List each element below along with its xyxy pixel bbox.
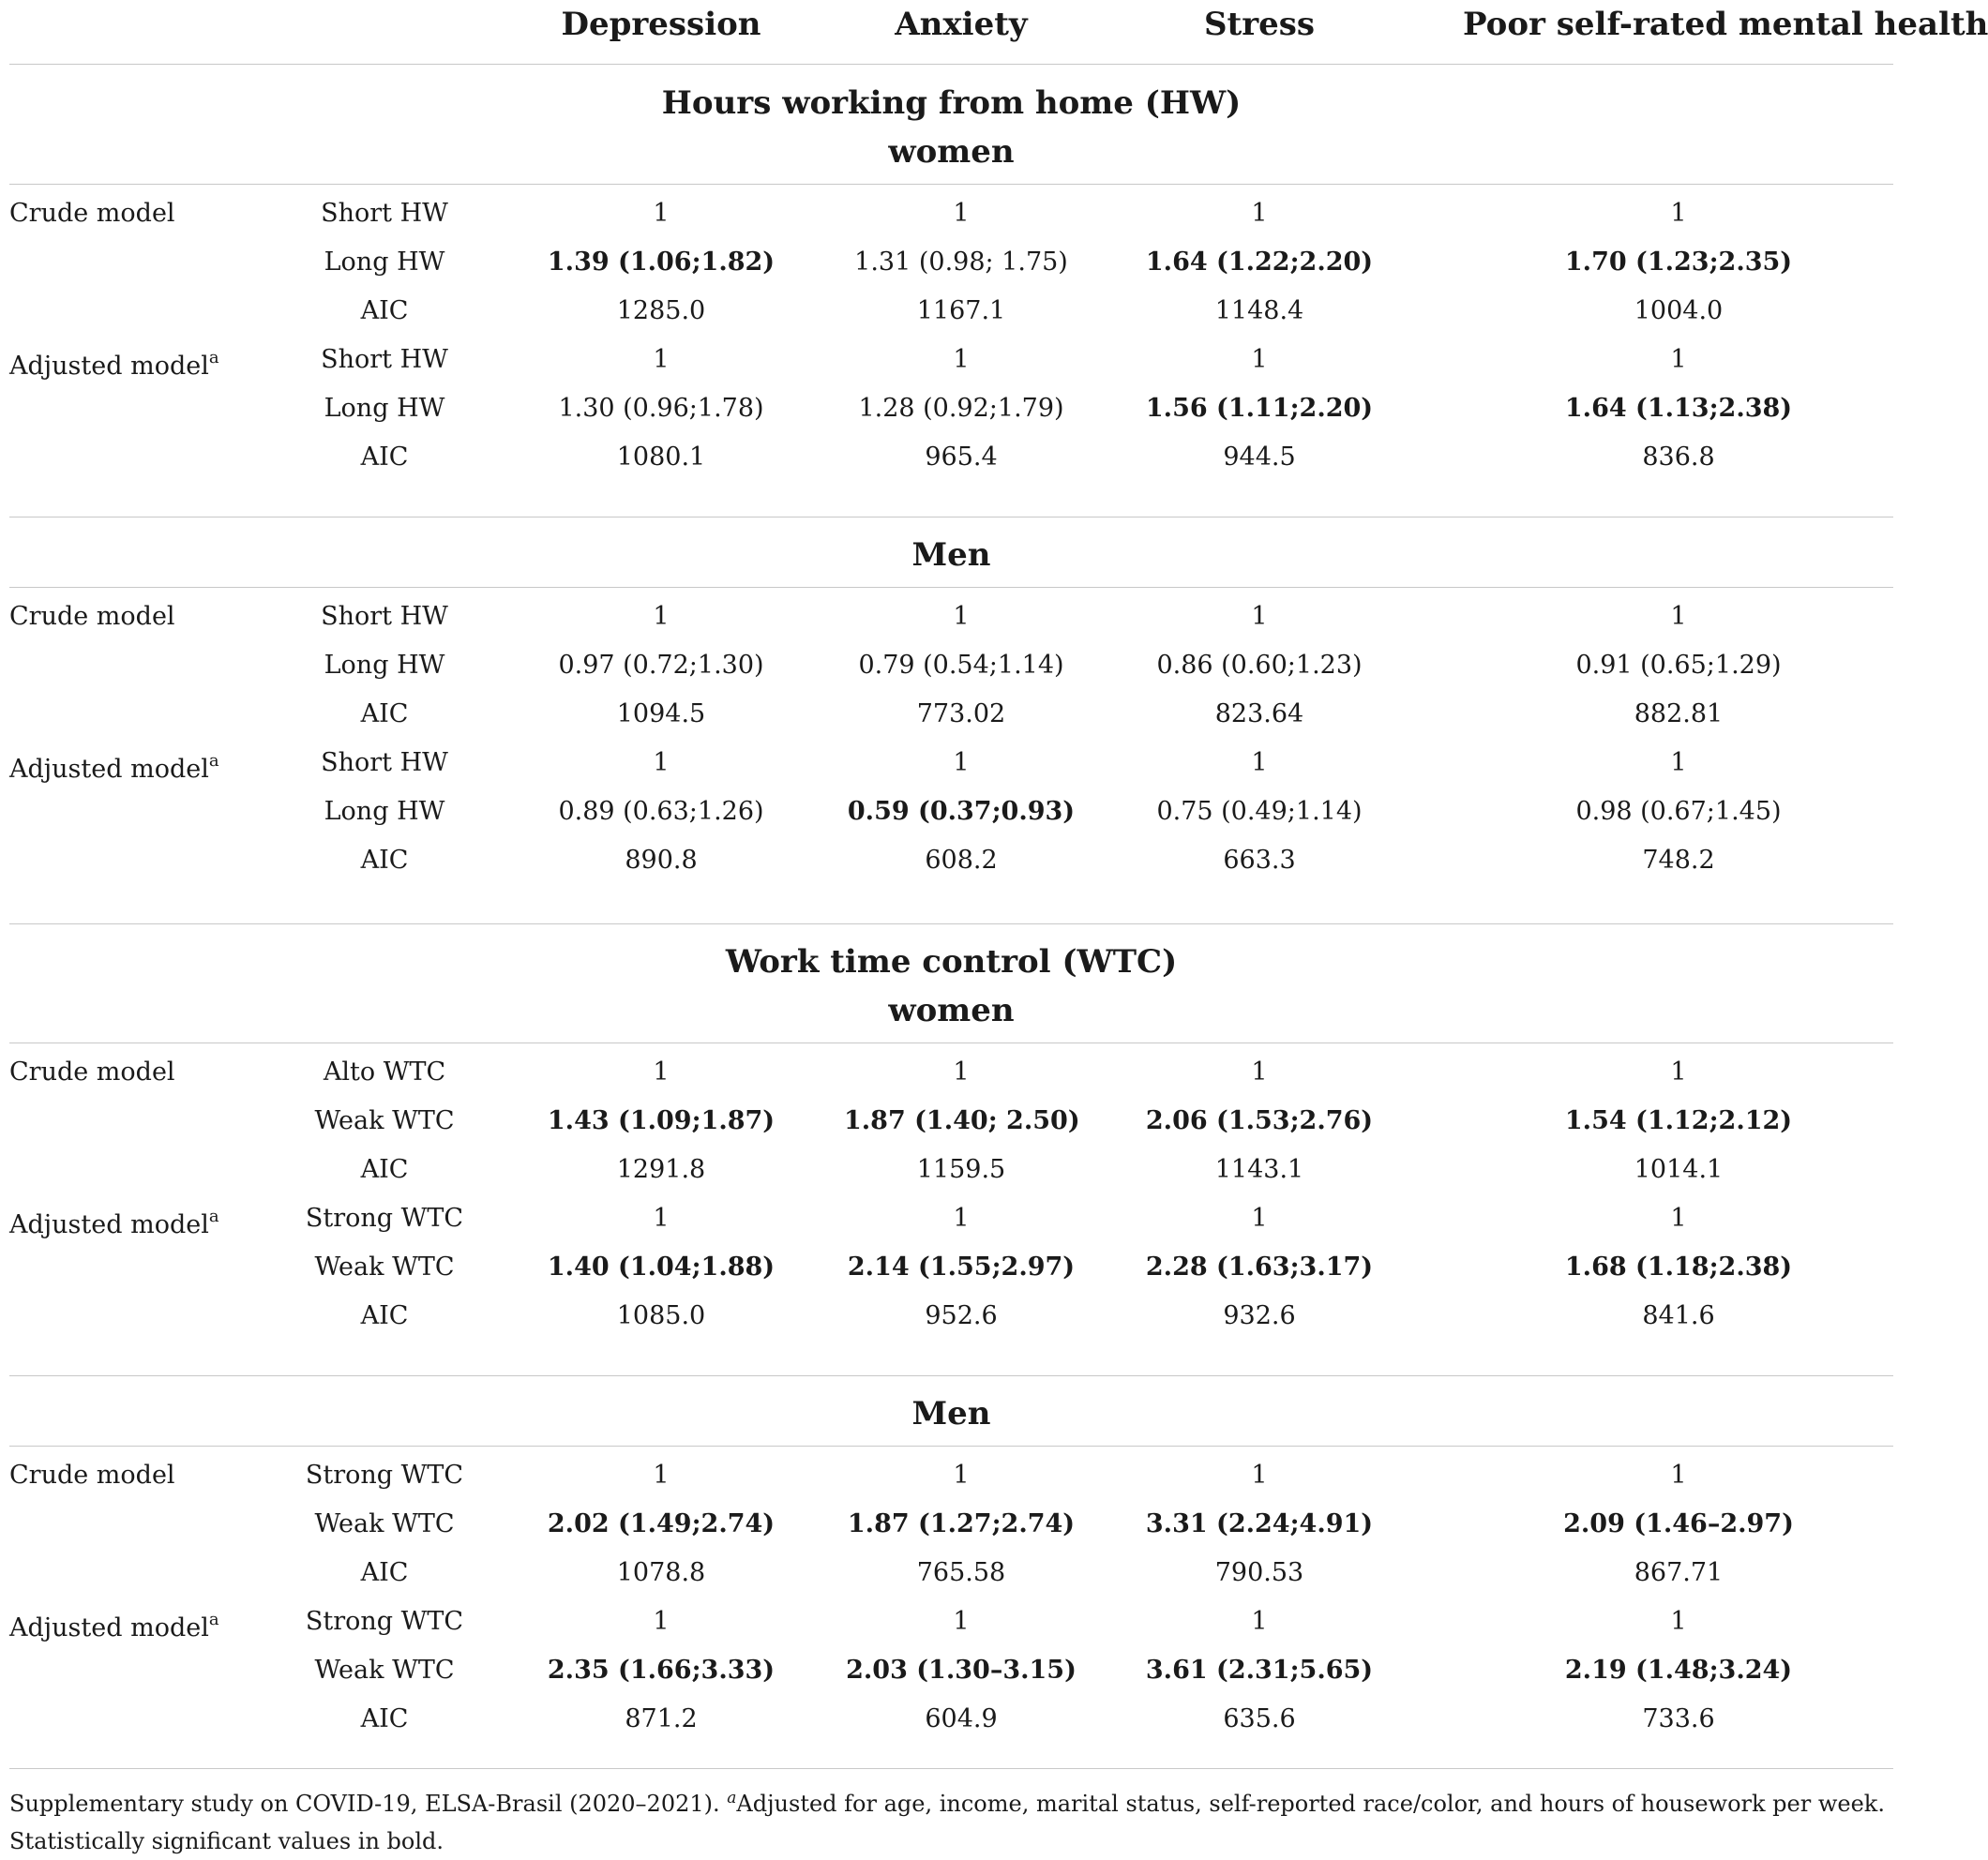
cell-anxiety: 1.31 (0.98; 1.75) <box>854 248 1068 277</box>
footnote-marker: a <box>208 348 219 368</box>
cell-poor-self-rated-mental-health: 1 <box>1670 199 1687 228</box>
model-label: Adjusted model$^a$ <box>9 751 219 784</box>
cell-depression: 1 <box>653 345 670 374</box>
cell-anxiety: 1159.5 <box>916 1155 1006 1184</box>
cell-anxiety: 1 <box>953 1204 970 1233</box>
cell-anxiety: 604.9 <box>925 1704 998 1733</box>
cell-depression: 1094.5 <box>616 699 706 728</box>
section-rule <box>9 517 1893 518</box>
table-row <box>0 238 1903 287</box>
cell-depression: 1 <box>653 1058 670 1087</box>
cell-depression: 1285.0 <box>616 296 706 325</box>
section-title: Men <box>911 536 991 574</box>
footnote-line-1: Supplementary study on COVID-19, ELSA-Brasil (2020–2021). $^a$Adjusted for age, income, marital status, self-reported race/color, and hours of housework per week. <box>9 1789 1885 1817</box>
section-rule <box>9 1375 1893 1376</box>
column-header-stress: Stress <box>1203 6 1316 43</box>
level-label: Weak WTC <box>314 1106 455 1135</box>
section-subtitle: women <box>888 992 1015 1029</box>
cell-stress: 944.5 <box>1223 442 1296 472</box>
cell-depression: 2.02 (1.49;2.74) <box>547 1509 776 1538</box>
cell-depression: 0.97 (0.72;1.30) <box>558 651 764 680</box>
cell-poor-self-rated-mental-health: 1 <box>1670 1058 1687 1087</box>
level-label: Short HW <box>321 602 448 631</box>
cell-depression: 1 <box>653 199 670 228</box>
table-row <box>0 1598 1903 1646</box>
model-label: Adjusted model$^a$ <box>9 348 219 381</box>
cell-depression: 890.8 <box>625 846 698 875</box>
cell-poor-self-rated-mental-health: 882.81 <box>1634 699 1724 728</box>
table-row <box>0 336 1903 384</box>
cell-depression: 871.2 <box>625 1704 698 1733</box>
cell-anxiety: 1167.1 <box>916 296 1006 325</box>
table-header <box>0 0 1988 66</box>
table-row <box>0 1500 1903 1549</box>
section-heading <box>0 531 1903 579</box>
table-row <box>0 836 1903 885</box>
cell-poor-self-rated-mental-health: 2.19 (1.48;3.24) <box>1564 1656 1793 1685</box>
table-row <box>0 1292 1903 1341</box>
cell-poor-self-rated-mental-health: 1 <box>1670 1607 1687 1636</box>
cell-poor-self-rated-mental-health: 0.91 (0.65;1.29) <box>1575 651 1782 680</box>
cell-depression: 1 <box>653 602 670 631</box>
table-row <box>0 1695 1903 1744</box>
cell-stress: 2.28 (1.63;3.17) <box>1145 1252 1374 1282</box>
table-footnote <box>9 1779 1885 1860</box>
cell-anxiety: 0.59 (0.37;0.93) <box>847 797 1076 826</box>
cell-stress: 1148.4 <box>1214 296 1304 325</box>
column-header-anxiety: Anxiety <box>895 6 1028 43</box>
cell-anxiety: 1.28 (0.92;1.79) <box>858 394 1064 423</box>
level-label: Weak WTC <box>314 1252 455 1282</box>
cell-poor-self-rated-mental-health: 1 <box>1670 748 1687 777</box>
cell-poor-self-rated-mental-health: 1 <box>1670 345 1687 374</box>
cell-stress: 1 <box>1251 1058 1268 1087</box>
table-row <box>0 739 1903 788</box>
level-label: Long HW <box>324 394 445 423</box>
cell-depression: 2.35 (1.66;3.33) <box>547 1656 776 1685</box>
section-subrule <box>9 1042 1893 1043</box>
cell-anxiety: 1 <box>953 1607 970 1636</box>
table-row <box>0 592 1903 641</box>
cell-poor-self-rated-mental-health: 1.70 (1.23;2.35) <box>1564 248 1793 277</box>
level-label: AIC <box>360 1704 409 1733</box>
table-row <box>0 641 1903 690</box>
section-subrule <box>9 184 1893 185</box>
table-bottom-rule <box>9 1768 1893 1769</box>
level-label: AIC <box>360 442 409 472</box>
section-title: Work time control (WTC) <box>725 943 1178 981</box>
cell-depression: 1 <box>653 1461 670 1490</box>
cell-depression: 1.39 (1.06;1.82) <box>547 248 776 277</box>
cell-depression: 1 <box>653 1204 670 1233</box>
cell-stress: 0.75 (0.49;1.14) <box>1156 797 1363 826</box>
table-row <box>0 287 1903 336</box>
cell-anxiety: 0.79 (0.54;1.14) <box>858 651 1064 680</box>
level-label: AIC <box>360 699 409 728</box>
level-label: Weak WTC <box>314 1656 455 1685</box>
cell-anxiety: 773.02 <box>916 699 1006 728</box>
level-label: Short HW <box>321 199 448 228</box>
cell-stress: 3.31 (2.24;4.91) <box>1145 1509 1374 1538</box>
cell-stress: 932.6 <box>1223 1301 1296 1330</box>
cell-poor-self-rated-mental-health: 1 <box>1670 1461 1687 1490</box>
level-label: Short HW <box>321 345 448 374</box>
cell-poor-self-rated-mental-health: 867.71 <box>1634 1558 1724 1587</box>
cell-stress: 1 <box>1251 345 1268 374</box>
section-heading <box>0 79 1903 176</box>
level-label: Weak WTC <box>314 1509 455 1538</box>
cell-stress: 1.56 (1.11;2.20) <box>1145 394 1374 423</box>
cell-anxiety: 1 <box>953 199 970 228</box>
model-label: Crude model <box>9 199 175 228</box>
level-label: Long HW <box>324 651 445 680</box>
section-subtitle: women <box>888 133 1015 171</box>
cell-anxiety: 2.03 (1.30–3.15) <box>846 1656 1077 1685</box>
table-row <box>0 1549 1903 1598</box>
cell-depression: 1291.8 <box>616 1155 706 1184</box>
cell-poor-self-rated-mental-health: 836.8 <box>1642 442 1715 472</box>
table-row <box>0 1243 1903 1292</box>
level-label: AIC <box>360 296 409 325</box>
level-label: AIC <box>360 1301 409 1330</box>
cell-stress: 1143.1 <box>1214 1155 1304 1184</box>
cell-depression: 1.40 (1.04;1.88) <box>547 1252 776 1282</box>
cell-stress: 635.6 <box>1223 1704 1296 1733</box>
table-row <box>0 1048 1903 1097</box>
column-header-poor-self-rated-mental-health: Poor self-rated mental health <box>1463 6 1988 43</box>
level-label: AIC <box>360 1558 409 1587</box>
cell-anxiety: 952.6 <box>925 1301 998 1330</box>
footnote-marker: a <box>208 751 219 771</box>
cell-stress: 823.64 <box>1214 699 1304 728</box>
cell-anxiety: 1 <box>953 1058 970 1087</box>
section-heading <box>0 1389 1903 1438</box>
cell-depression: 1085.0 <box>616 1301 706 1330</box>
level-label: Alto WTC <box>323 1058 446 1087</box>
level-label: AIC <box>360 1155 409 1184</box>
section-rule <box>9 923 1893 924</box>
cell-poor-self-rated-mental-health: 841.6 <box>1642 1301 1715 1330</box>
cell-poor-self-rated-mental-health: 1.64 (1.13;2.38) <box>1564 394 1793 423</box>
level-label: AIC <box>360 846 409 875</box>
cell-depression: 1.43 (1.09;1.87) <box>547 1106 776 1135</box>
cell-depression: 0.89 (0.63;1.26) <box>558 797 764 826</box>
table-row <box>0 1646 1903 1695</box>
section-subrule <box>9 587 1893 588</box>
cell-stress: 1.64 (1.22;2.20) <box>1145 248 1374 277</box>
model-label: Adjusted model$^a$ <box>9 1207 219 1239</box>
table-row <box>0 690 1903 739</box>
cell-poor-self-rated-mental-health: 1004.0 <box>1634 296 1724 325</box>
table-row <box>0 433 1903 482</box>
cell-stress: 1 <box>1251 602 1268 631</box>
cell-stress: 1 <box>1251 199 1268 228</box>
cell-stress: 3.61 (2.31;5.65) <box>1145 1656 1374 1685</box>
cell-poor-self-rated-mental-health: 733.6 <box>1642 1704 1715 1733</box>
cell-anxiety: 965.4 <box>925 442 998 472</box>
table-row <box>0 788 1903 836</box>
cell-anxiety: 1.87 (1.40; 2.50) <box>844 1106 1080 1135</box>
column-header-depression: Depression <box>561 6 761 43</box>
cell-stress: 1 <box>1251 1204 1268 1233</box>
model-label: Adjusted model$^a$ <box>9 1610 219 1642</box>
cell-poor-self-rated-mental-health: 1.54 (1.12;2.12) <box>1564 1106 1793 1135</box>
section-title: Hours working from home (HW) <box>661 84 1242 122</box>
model-label: Crude model <box>9 602 175 631</box>
footnote-marker: a <box>208 1610 219 1629</box>
table-row <box>0 1097 1903 1146</box>
section-title: Men <box>911 1395 991 1432</box>
cell-anxiety: 1 <box>953 1461 970 1490</box>
footnote-line-2: Statistically significant values in bold. <box>9 1828 444 1854</box>
cell-poor-self-rated-mental-health: 1 <box>1670 602 1687 631</box>
cell-depression: 1078.8 <box>616 1558 706 1587</box>
cell-depression: 1.30 (0.96;1.78) <box>558 394 764 423</box>
cell-anxiety: 765.58 <box>916 1558 1006 1587</box>
level-label: Short HW <box>321 748 448 777</box>
level-label: Long HW <box>324 248 445 277</box>
cell-depression: 1080.1 <box>616 442 706 472</box>
header-rule <box>9 64 1893 65</box>
cell-anxiety: 1 <box>953 345 970 374</box>
cell-poor-self-rated-mental-health: 748.2 <box>1642 846 1715 875</box>
table-row <box>0 1451 1903 1500</box>
section-heading <box>0 938 1903 1035</box>
section-subrule <box>9 1446 1893 1447</box>
table-row <box>0 1146 1903 1194</box>
cell-poor-self-rated-mental-health: 1 <box>1670 1204 1687 1233</box>
cell-poor-self-rated-mental-health: 0.98 (0.67;1.45) <box>1575 797 1782 826</box>
cell-poor-self-rated-mental-health: 2.09 (1.46–2.97) <box>1563 1509 1794 1538</box>
model-label: Crude model <box>9 1461 175 1490</box>
cell-stress: 790.53 <box>1214 1558 1304 1587</box>
cell-stress: 1 <box>1251 1607 1268 1636</box>
table-row <box>0 1194 1903 1243</box>
cell-stress: 2.06 (1.53;2.76) <box>1145 1106 1374 1135</box>
cell-anxiety: 1.87 (1.27;2.74) <box>847 1509 1076 1538</box>
cell-stress: 0.86 (0.60;1.23) <box>1156 651 1363 680</box>
cell-stress: 1 <box>1251 1461 1268 1490</box>
cell-poor-self-rated-mental-health: 1.68 (1.18;2.38) <box>1564 1252 1793 1282</box>
cell-anxiety: 1 <box>953 748 970 777</box>
cell-poor-self-rated-mental-health: 1014.1 <box>1634 1155 1724 1184</box>
cell-stress: 663.3 <box>1223 846 1296 875</box>
level-label: Strong WTC <box>305 1461 464 1490</box>
cell-stress: 1 <box>1251 748 1268 777</box>
table-row <box>0 384 1903 433</box>
cell-anxiety: 1 <box>953 602 970 631</box>
footnote-marker: a <box>208 1207 219 1226</box>
cell-anxiety: 608.2 <box>925 846 998 875</box>
level-label: Strong WTC <box>305 1607 464 1636</box>
cell-depression: 1 <box>653 1607 670 1636</box>
cell-anxiety: 2.14 (1.55;2.97) <box>847 1252 1076 1282</box>
level-label: Strong WTC <box>305 1204 464 1233</box>
model-label: Crude model <box>9 1058 175 1087</box>
cell-depression: 1 <box>653 748 670 777</box>
level-label: Long HW <box>324 797 445 826</box>
table-row <box>0 189 1903 238</box>
